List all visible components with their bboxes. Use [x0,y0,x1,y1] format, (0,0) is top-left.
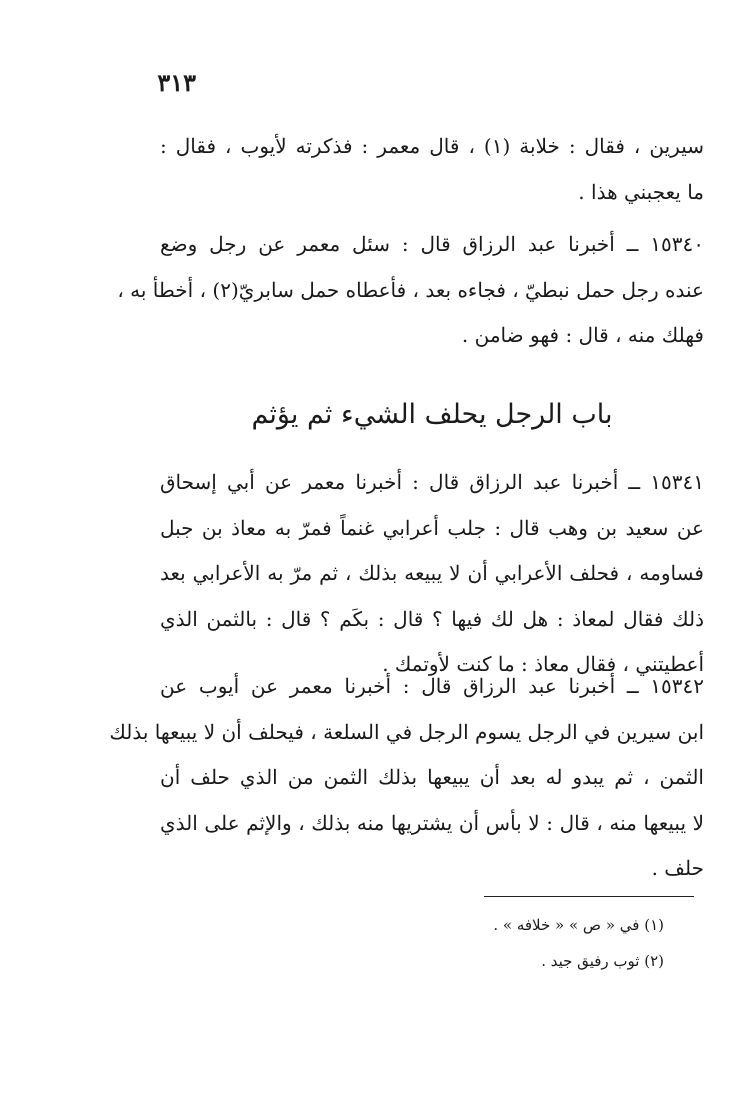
text-line: ١٥٣٤٠ ــ أخبرنا عبد الرزاق قال : سئل معمر عن رجل وضع [160,232,704,256]
footnote-divider [484,896,694,897]
section-heading: باب الرجل يحلف الشيء ثم يؤثم [251,399,613,430]
text-line: ذلك فقال لمعاذ : هل لك فيها ؟ قال : بكَم ؟ قال : بالثمن الذي [160,606,704,631]
text-line: فساومه ، فحلف الأعرابي أن لا يبيعه بذلك ، ثم مرّ به الأعرابي بعد [160,561,704,585]
text-line: الثمن ، ثم يبدو له بعد أن يبيعها بذلك الثمن من الذي حلف أن [160,765,704,789]
text-line: ١٥٣٤٢ ــ أخبرنا عبد الرزاق قال : أخبرنا معمر عن أيوب عن [160,674,704,698]
footnotes [160,907,664,979]
text-line: عن سعيد بن وهب قال : جلب أعرابي غنماً فمرّ به معاذ بن جبل [160,515,704,540]
text-line: فهلك منه ، قال : فهو ضامن . [461,323,704,347]
text-line: عنده رجل حمل نبطيّ ، فجاءه بعد ، فأعطاه حمل سابريّ(٢) ، أخطأ به ، [117,277,704,302]
page-number: ٣١٣ [157,68,196,97]
text-line: أعطيتني ، فقال معاذ : ما كنت لأوتمك . [382,652,704,676]
paragraph-15341 [160,460,704,688]
footnote-1: (١) في « ص » « خلافه » . [493,916,664,934]
paragraph-15342 [109,664,704,892]
text-line: ما يعجبني هذا . [578,179,704,204]
text-line: سيرين ، فقال : خلابة (١) ، قال معمر : فذكرته لأيوب ، فقال : [160,134,704,158]
paragraph-continuation [160,124,704,215]
text-line: حلف . [651,856,704,880]
footnote-2: (٢) ثوب رفيق جيد . [541,952,664,970]
text-line: ١٥٣٤١ ــ أخبرنا عبد الرزاق قال : أخبرنا معمر عن أبي إسحاق [160,470,704,494]
text-line: لا يبيعها منه ، قال : لا بأس أن يشتريها منه بذلك ، والإثم على الذي [160,810,704,835]
text-line: ابن سيرين في الرجل يسوم الرجل في السلعة ، فيحلف أن لا يبيعها بذلك [109,719,704,744]
paragraph-15340 [117,222,704,359]
